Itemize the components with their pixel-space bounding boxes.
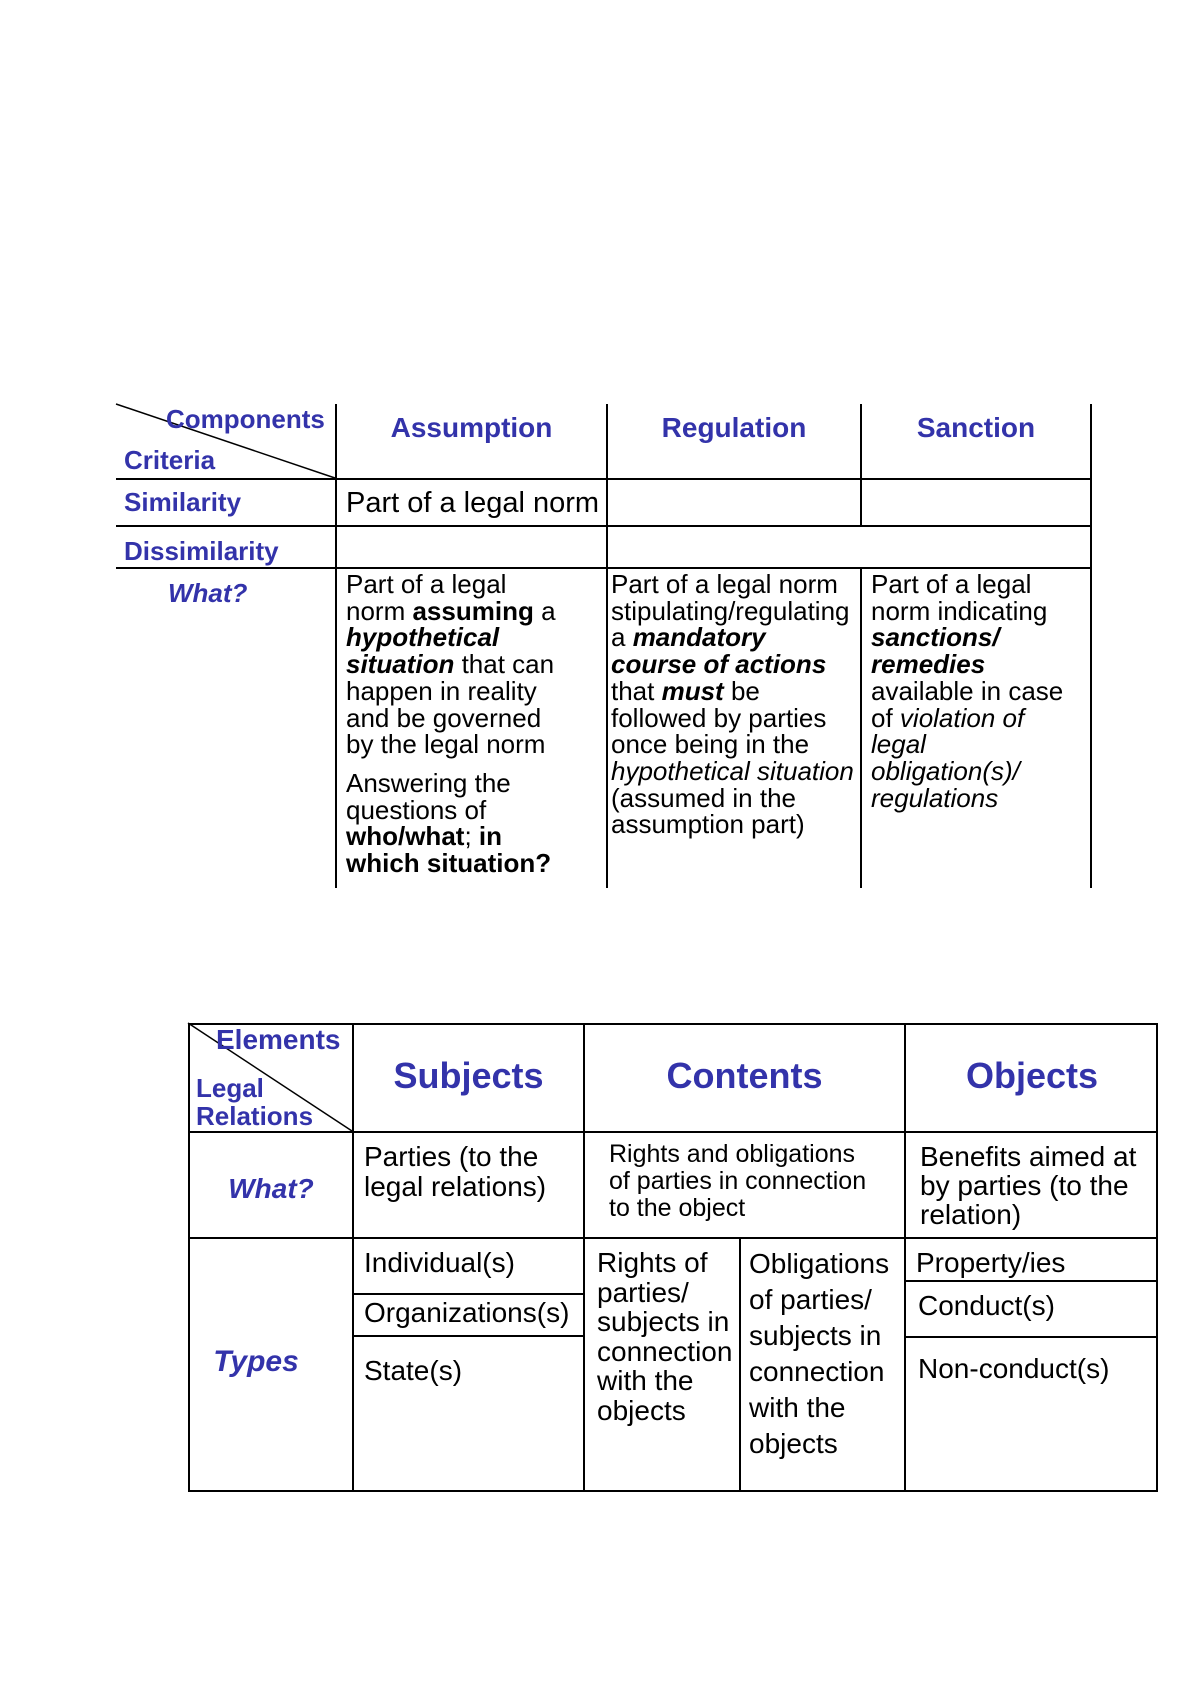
divider <box>739 1238 741 1492</box>
divider <box>352 1293 585 1295</box>
divider <box>904 1280 1158 1282</box>
header-assumption: Assumption <box>390 412 553 443</box>
subjects-what: Parties (to the legal relations) <box>364 1141 547 1202</box>
subject-type-state: State(s) <box>364 1355 463 1386</box>
assumption-description: Part of a legal norm assuming a hypothetical situation that can happen in reality and be governed by the legal norm Answering the questions of who/what; in which situation? <box>346 569 556 879</box>
object-type-non-conduct: Non-conduct(s) <box>918 1353 1110 1384</box>
sanction-description: Part of a legal norm indicating sanctions/ remedies available in case of violation of legal obligation(s)/ regulations <box>871 569 1064 813</box>
corner-relations-label: Relations <box>196 1101 314 1131</box>
corner-diagonal <box>0 0 400 1200</box>
subject-type-organizations: Organizations(s) <box>364 1297 570 1328</box>
subject-type-individual: Individual(s) <box>364 1247 515 1278</box>
row-label-similarity: Similarity <box>124 487 242 517</box>
object-type-property: Property/ies <box>916 1247 1066 1278</box>
regulation-description: Part of a legal norm stipulating/regulating a mandatory course of actions that must be followed by parties once being in the hypothetical situation (assumed in the assumption part) <box>611 569 854 840</box>
contents-rights: Rights of parties/ subjects in connection with the objects <box>597 1247 733 1426</box>
header-subjects: Subjects <box>393 1055 544 1096</box>
row-label-dissimilarity: Dissimilarity <box>124 536 279 566</box>
corner-elements-label: Elements <box>216 1024 341 1055</box>
corner-legal-label: Legal <box>196 1073 264 1103</box>
row-label-types: Types <box>213 1345 299 1378</box>
object-type-conduct: Conduct(s) <box>918 1290 1055 1321</box>
contents-obligations: Obligations of parties/ subjects in connection with the objects <box>749 1248 890 1459</box>
header-contents: Contents <box>666 1055 823 1096</box>
header-regulation: Regulation <box>661 412 807 443</box>
header-objects: Objects <box>965 1055 1099 1096</box>
divider <box>606 404 608 888</box>
divider <box>1090 404 1092 888</box>
header-sanction: Sanction <box>916 412 1036 443</box>
objects-what: Benefits aimed at by parties (to the relation) <box>920 1141 1137 1230</box>
divider <box>860 568 862 888</box>
row-label-what: What? <box>168 578 248 608</box>
contents-what: Rights and obligations of parties in connection to the object <box>609 1140 867 1222</box>
divider <box>352 1335 585 1337</box>
divider <box>904 1336 1158 1338</box>
divider <box>188 1237 1158 1239</box>
corner-criteria-label: Criteria <box>124 445 216 475</box>
corner-components-label: Components <box>166 404 325 434</box>
similarity-value: Part of a legal norm <box>346 487 600 519</box>
row-label-what: What? <box>228 1173 314 1204</box>
